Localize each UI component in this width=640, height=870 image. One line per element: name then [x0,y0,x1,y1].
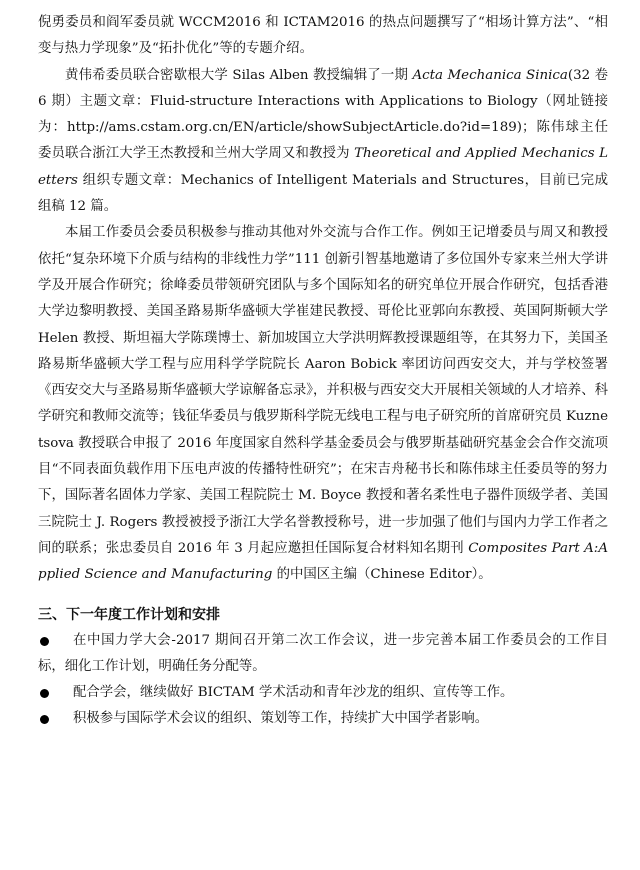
document-page [38,10,608,733]
journal-title: Composites Part A:Applied Science and Manufacturing [38,540,608,583]
journal-title: Acta Mechanica Sinica [412,67,568,83]
list-item [38,680,608,706]
journal-title: Theoretical and Applied Mechanics Letters [38,146,608,188]
list-item-text: 积极参与国际学术会议的组织、策划等工作，持续扩大中国学者影响。 [73,711,489,727]
list-item [38,628,608,681]
list-item-text: 在中国力学大会-2017 期间召开第二次工作会议，进一步完善本届工作委员会的工作目标，细化工作计划，明确任务分配等。 [38,632,608,674]
paragraph-text: (32 卷 6 期）主题文章：Fluid-structure Interactions with Applications to Biology（网址链接为：http://ams.cstam.org.cn/EN/article/showSubjectArticle.do?id=189)；陈伟球主任委员联合浙江大学王杰教授和兰州大学周又和教授为 [38,67,608,162]
body-paragraphs [38,10,608,589]
paragraph-text: 组织专题文章：Mechanics of Intelligent Materials and Structures，目前已完成组稿 12 篇。 [38,172,608,215]
section-heading: 三、下一年度工作计划和安排 [38,606,220,623]
body-paragraph [38,63,608,221]
bullet-icon [40,689,49,698]
paragraph-text: 的中国区主编（Chinese Editor）。 [272,567,492,583]
paragraph-text: 本届工作委员会委员积极参与推动其他对外交流与合作工作。例如王记增委员与周又和教授依托“复杂环境下介质与结构的非线性力学”111 创新引智基地邀请了多位国外专家来兰州大学讲学及开展合作研究；徐峰委员带领研究团队与多个国际知名的研究单位开展合作研究，包括香港大学边黎明教授、美国圣路易斯华盛顿大学崔建民教授、哥伦比亚郭向东教授、英国阿斯顿大学 Helen 教授、斯坦福大学陈璞博士、新加坡国立大学洪明辉教授课题组等，在其努力下，美国圣路易斯华盛顿大学工程与应用科学学院院长 Aaron Bobick 率团访问西安交大，并与学校签署《西安交大与圣路易斯华盛顿大学谅解备忘录》，并积极与西安交大开展相关领域的人才培养、科学研究和教师交流等；钱征华委员与俄罗斯科学院无线电工程与电子研究所的首席研究员 Kuznetsova 教授联合申报了 2016 年度国家自然科学基金委员会与俄罗斯基础研究基金会合作交流项目“不同表面负载作用下压电声波的传播特性研究”；在宋吉舟秘书长和陈伟球主任委员等的努力下，国际著名固体力学家、美国工程院院士 M. Boyce 教授和著名柔性电子器件顶级学者、美国三院院士 J. Rogers 教授被授予浙江大学名誉教授称号，进一步加强了他们与国内力学工作者之间的联系；张忠委员自 2016 年 3 月起应邀担任国际复合材料知名期刊 [38,225,608,556]
list-item [38,706,608,732]
work-plan-list [38,628,608,733]
body-paragraph [38,10,608,63]
bullet-icon [40,637,49,646]
paragraph-text: 倪勇委员和阎军委员就 WCCM2016 和 ICTAM2016 的热点问题撰写了“相场计算方法”、“相变与热力学现象”及“拓扑优化”等的专题介绍。 [38,15,608,57]
body-paragraph [38,220,608,588]
paragraph-text: 黄伟希委员联合密歇根大学 Silas Alben 教授编辑了一期 [65,67,413,83]
list-item-text: 配合学会，继续做好 BICTAM 学术活动和青年沙龙的组织、宣传等工作。 [73,685,514,701]
bullet-icon [40,715,49,724]
